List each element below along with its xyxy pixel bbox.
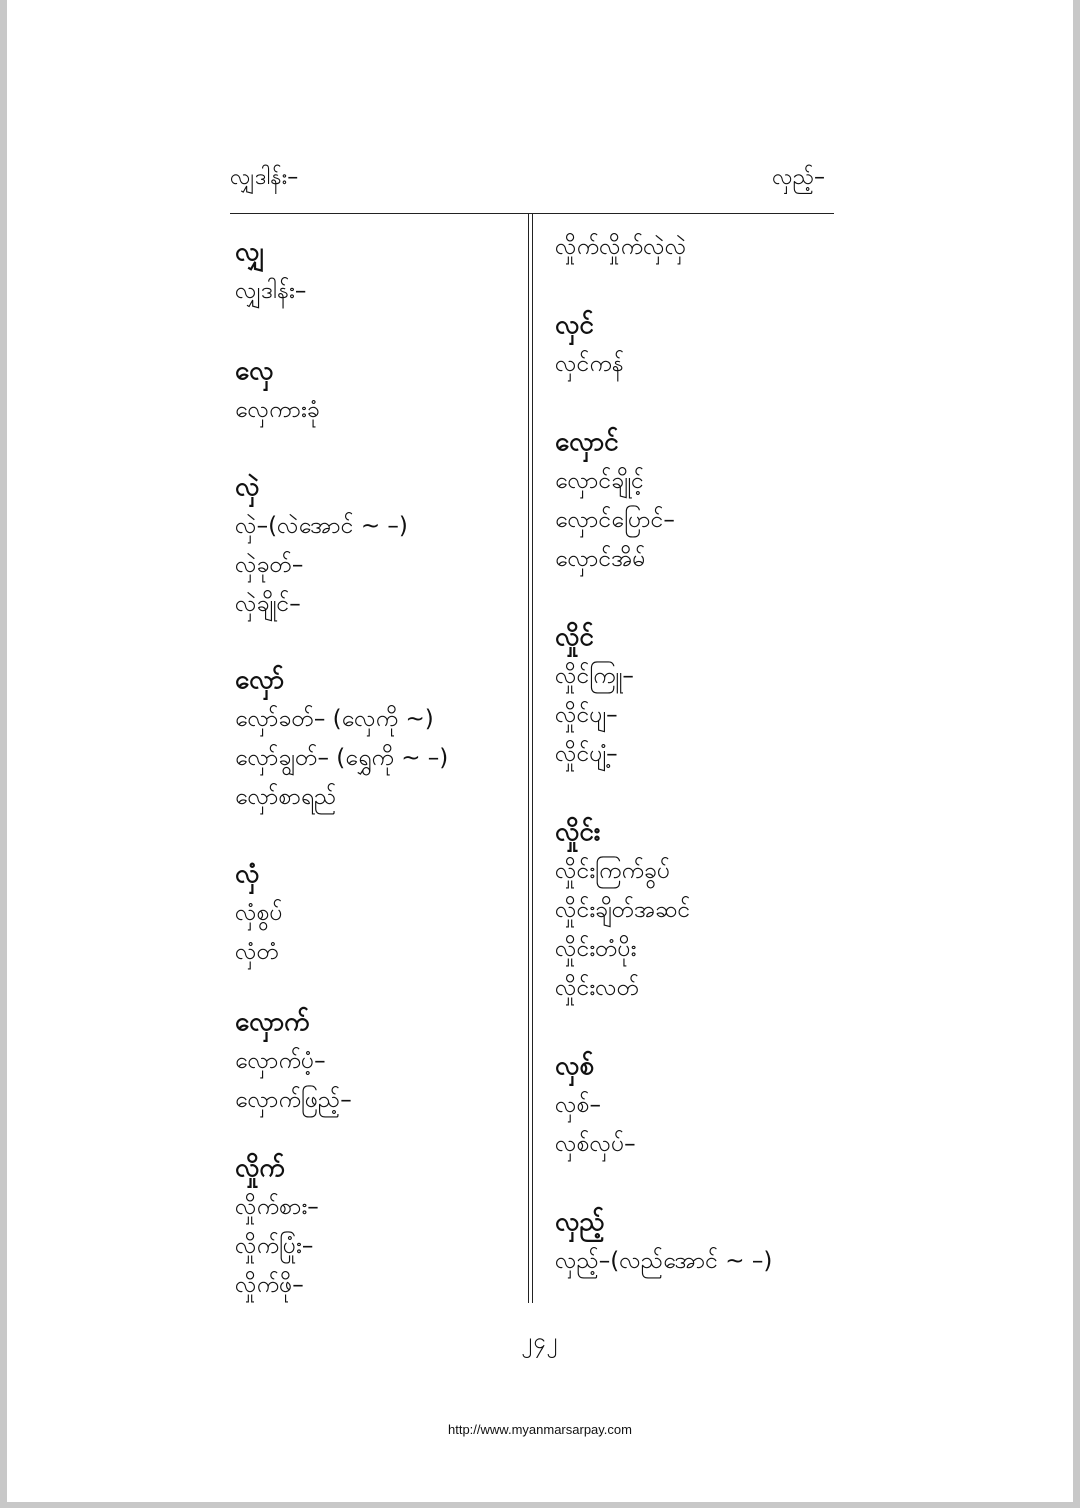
entry: လှင်ကန် bbox=[555, 351, 624, 377]
entry: လှေကားခုံ bbox=[235, 397, 320, 423]
headword: လှေ bbox=[235, 356, 274, 386]
entry: လှောင်အိမ် bbox=[555, 546, 646, 572]
right-column bbox=[555, 228, 835, 1281]
headword: လျှ bbox=[235, 237, 265, 267]
headword: လှိုင် bbox=[555, 622, 594, 652]
entry-group bbox=[235, 467, 521, 624]
entry: လှံစွပ် bbox=[235, 900, 283, 926]
left-column bbox=[235, 228, 521, 1305]
entry: လျှဒါန်း– bbox=[235, 278, 307, 304]
entry: လှိုက်ဖို– bbox=[235, 1272, 304, 1298]
entry-group bbox=[555, 812, 835, 1008]
entry: လှိုင်ပျ– bbox=[555, 702, 618, 728]
entry-group bbox=[555, 617, 835, 774]
entry: လှစ်– bbox=[555, 1092, 601, 1118]
entry-group bbox=[555, 1202, 835, 1281]
footer-url: http://www.myanmarsarpay.com bbox=[448, 1422, 632, 1437]
entry: လှောင်ချိုင့် bbox=[555, 468, 644, 494]
entry-group bbox=[555, 305, 835, 384]
entry: လှောင်ပြောင်– bbox=[555, 507, 675, 533]
entry: လှောက်ပံ့– bbox=[235, 1048, 326, 1074]
entry: လှောက်ဖြည့်– bbox=[235, 1087, 352, 1113]
entry-group bbox=[235, 854, 521, 972]
entry-group bbox=[555, 1046, 835, 1164]
entry: လှိုက်လှိုက်လှဲလှဲ bbox=[555, 234, 687, 260]
headword: လှောက် bbox=[235, 1007, 310, 1037]
headword: လှဲ bbox=[235, 472, 260, 502]
entry: လှဲခုတ်– bbox=[235, 552, 304, 578]
entry: လှော်ခတ်– (လှေကို ~) bbox=[235, 706, 434, 732]
entry: လှော်စာရည် bbox=[235, 784, 337, 810]
headword: လှိုက် bbox=[235, 1153, 285, 1183]
entry: လှိုက်စား– bbox=[235, 1194, 319, 1220]
headword: လှောင် bbox=[555, 427, 619, 457]
entry: လှိုင်းချိတ်အဆင် bbox=[555, 897, 691, 923]
entry: လှစ်လှပ်– bbox=[555, 1131, 636, 1157]
entry: လှံတံ bbox=[235, 939, 279, 965]
headword: လှစ် bbox=[555, 1051, 594, 1081]
entry-group bbox=[555, 422, 835, 579]
page-number: ၂၄၂ bbox=[521, 1329, 559, 1354]
entry-group bbox=[235, 1148, 521, 1305]
entry: လှိုက်ပြုံး– bbox=[235, 1233, 314, 1259]
headword: လှည့် bbox=[555, 1207, 605, 1237]
entry-group bbox=[555, 228, 835, 267]
entry: လှော်ချွတ်– (ရွှေကို ~ –) bbox=[235, 745, 449, 771]
entry: လှဲ–(လဲအောင် ~ –) bbox=[235, 513, 408, 539]
entry-group bbox=[235, 232, 521, 311]
entry: လှိုင်ကြူ– bbox=[555, 663, 634, 689]
headword: လှင် bbox=[555, 310, 594, 340]
entry: လှိုင်းတံပိုး bbox=[555, 936, 637, 962]
headword: လှိုင်း bbox=[555, 817, 601, 847]
entry: လှဲချိုင်– bbox=[235, 591, 301, 617]
running-header-left: လျှဒါန်း– bbox=[230, 165, 299, 190]
column-divider bbox=[528, 214, 533, 1303]
entry-group bbox=[235, 351, 521, 430]
entry: လှိုင်းလတ် bbox=[555, 975, 640, 1001]
entry: လှိုင်းကြက်ခွပ် bbox=[555, 858, 671, 884]
dictionary-page bbox=[7, 0, 1073, 1502]
entry-group bbox=[235, 1002, 521, 1120]
headword: လှော် bbox=[235, 665, 285, 695]
entry: လှည့်–(လည်အောင် ~ –) bbox=[555, 1248, 773, 1274]
entry: လှိုင်ပျံ့– bbox=[555, 741, 618, 767]
running-header-right: လှည့်– bbox=[772, 165, 825, 190]
entry-group bbox=[235, 660, 521, 817]
headword: လှံ bbox=[235, 859, 260, 889]
